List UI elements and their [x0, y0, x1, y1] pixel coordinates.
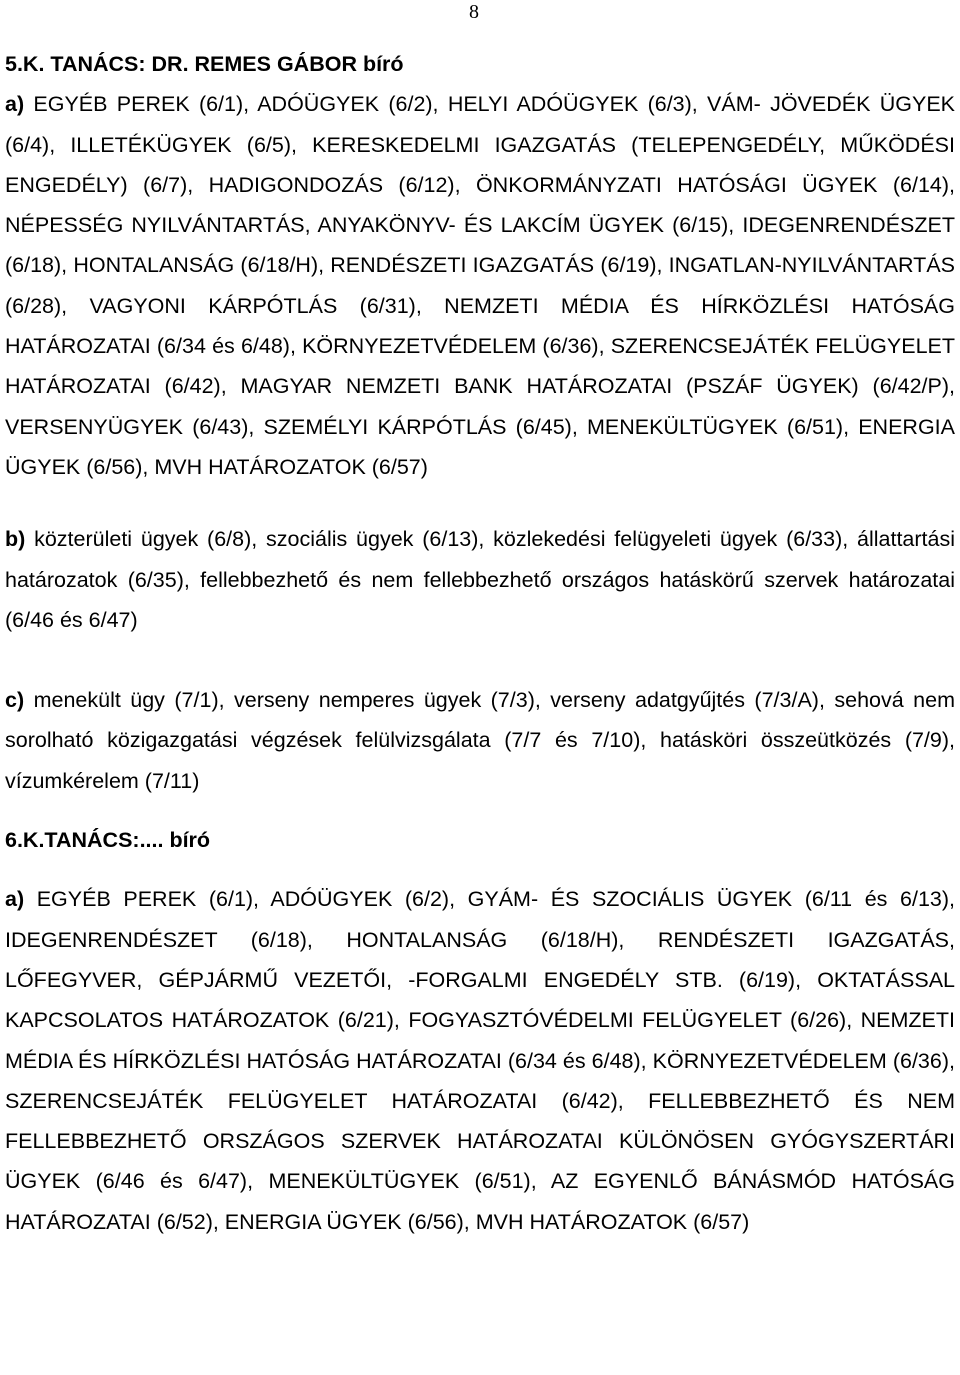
paragraph-a-label: a): [5, 92, 25, 117]
document-body: [5, 44, 955, 1242]
section-5-heading: 5.K. TANÁCS: DR. REMES GÁBOR bíró: [5, 52, 404, 76]
section-5-paragraph-c: [5, 680, 955, 801]
paragraph-a-label: a): [5, 887, 25, 912]
paragraph-c-label: c): [5, 688, 25, 713]
section-6-heading: 6.K.TANÁCS:.... bíró: [5, 828, 211, 853]
paragraph-b-label: b): [5, 527, 26, 552]
section-5-paragraph-a: [5, 84, 955, 487]
paragraph-a-text: EGYÉB PEREK (6/1), ADÓÜGYEK (6/2), HELYI ADÓÜGYEK (6/3), VÁM- JÖVEDÉK ÜGYEK (6/4), ILLETÉKÜGYEK (6/5), KERESKEDELMI IGAZGATÁS (TELEPENGEDÉLY, MŰKÖDÉSI ENGEDÉLY) (6/7), HADIGONDOZÁS (6/12), ÖNKORMÁNYZATI HATÓSÁGI ÜGYEK (6/14), NÉPESSÉG NYILVÁNTARTÁS, ANYAKÖNYV- ÉS LAKCÍM ÜGYEK (6/15), IDEGENRENDÉSZET (6/18), HONTALANSÁG (6/18/H), RENDÉSZETI IGAZGATÁS (6/19), INGATLAN-NYILVÁNTARTÁS (6/28), VAGYONI KÁRPÓTLÁS (6/31), NEMZETI MÉDIA ÉS HÍRKÖZLÉSI HATÓSÁG HATÁROZATAI (6/34 és 6/48), KÖRNYEZETVÉDELEM (6/36), SZERENCSEJÁTÉK FELÜGYELET HATÁROZATAI (6/42), MAGYAR NEMZETI BANK HATÁROZATAI (PSZÁF ÜGYEK) (6/42/P), VERSENYÜGYEK (6/43), SZEMÉLYI KÁRPÓTLÁS (6/45), MENEKÜLTÜGYEK (6/51), ENERGIA ÜGYEK (6/56), MVH HATÁROZATOK (6/57): [5, 92, 955, 479]
paragraph-a-text: EGYÉB PEREK (6/1), ADÓÜGYEK (6/2), GYÁM- ÉS SZOCIÁLIS ÜGYEK (6/11 és 6/13), IDEGENRENDÉSZET (6/18), HONTALANSÁG (6/18/H), RENDÉSZETI IGAZGATÁS, LŐFEGYVER, GÉPJÁRMŰ VEZETŐI, -FORGALMI ENGEDÉLY STB. (6/19), OKTATÁSSAL KAPCSOLATOS HATÁROZATOK (6/21), FOGYASZTÓVÉDELMI FELÜGYELET (6/26), NEMZETI MÉDIA ÉS HÍRKÖZLÉSI HATÓSÁG HATÁROZATAI (6/34 és 6/48), KÖRNYEZETVÉDELEM (6/36), SZERENCSEJÁTÉK FELÜGYELET HATÁROZATAI (6/42), FELLEBBEZHETŐ ÉS NEM FELLEBBEZHETŐ ORSZÁGOS SZERVEK HATÁROZATAI KÜLÖNÖSEN GYÓGYSZERTÁRI ÜGYEK (6/46 és 6/47), MENEKÜLTÜGYEK (6/51), AZ EGYENLŐ BÁNÁSMÓD HATÓSÁG HATÁROZATAI (6/52), ENERGIA ÜGYEK (6/56), MVH HATÁROZATOK (6/57): [5, 887, 955, 1234]
page-number: 8: [469, 1, 479, 23]
paragraph-c-text: menekült ügy (7/1), verseny nemperes ügyek (7/3), verseny adatgyűjtés (7/3/A), sehová nem sorolható közigazgatási végzések felülvizsgálata (7/7 és 7/10), hatásköri összeütközés (7/9), vízumkérelem (7/11): [5, 688, 955, 793]
section-6-paragraph-a: [5, 879, 955, 1242]
paragraph-b-text: közterületi ügyek (6/8), szociális ügyek (6/13), közlekedési felügyeleti ügyek (6/33), állattartási határozatok (6/35), fellebbezhető és nem fellebbezhető országos hatáskörű szervek határozatai (6/46 és 6/47): [5, 527, 955, 632]
section-5-paragraph-b: [5, 519, 955, 640]
